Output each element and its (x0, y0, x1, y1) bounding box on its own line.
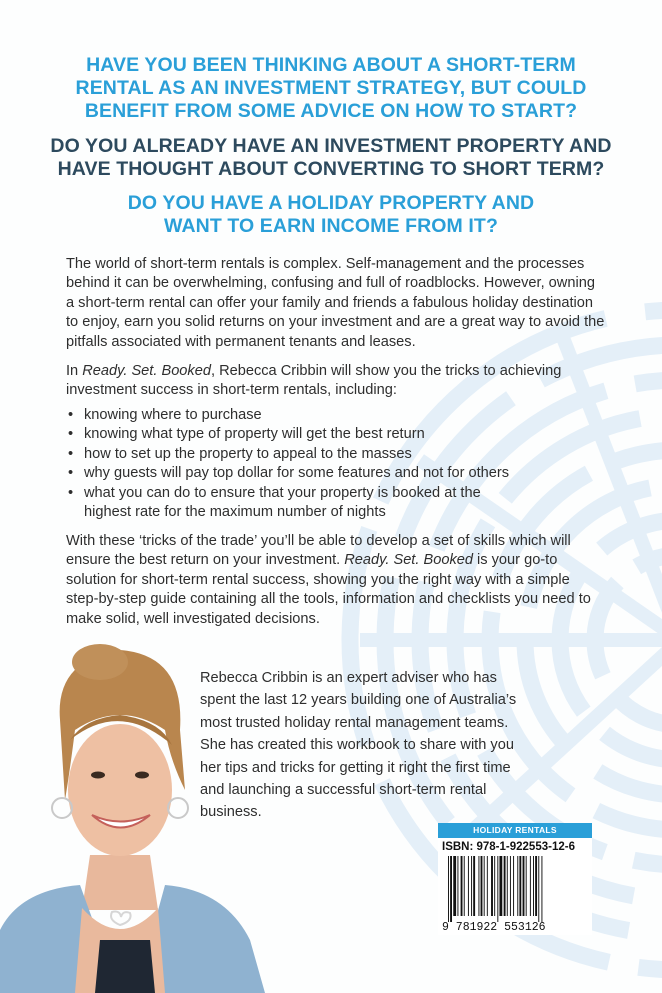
barcode-bar (450, 856, 452, 922)
headline-line: RENTAL AS AN INVESTMENT STRATEGY, BUT COULD (75, 77, 587, 99)
author-bio: Rebecca Cribbin is an expert adviser who has spent the last 12 years building one of Australia’s most trusted holiday rental management teams. She has created this workbook to share with you her tips and tricks for getting it right the first time and launching a successful short-term rental business. (200, 670, 517, 821)
barcode-bar (487, 856, 488, 916)
barcode-bar (464, 856, 465, 916)
bullet-icon: • (68, 407, 74, 423)
isbn-number: ISBN: 978-1-922553-12-6 (442, 841, 575, 853)
barcode-bar (517, 856, 518, 916)
bullet-item (66, 484, 606, 523)
bullet-icon: • (68, 465, 74, 482)
bullet-icon: • (68, 484, 74, 501)
barcode-bar (510, 856, 511, 916)
closing-paragraph (66, 532, 606, 629)
paragraph-text: is your go-to solution for short-term rental success, showing you the right way with a simple step-by-step guide containing all the tools, information and checklists you need to make solid, well investigated decisions. (66, 552, 591, 627)
barcode-bar (491, 856, 493, 916)
bullet-icon: • (68, 426, 74, 443)
headline-short-term-strategy (0, 54, 662, 123)
barcode-bar (497, 856, 498, 922)
overview-paragraph (66, 362, 606, 401)
barcode-bar (513, 856, 514, 916)
category-label: HOLIDAY RENTALS (438, 823, 592, 838)
bullet-icon: • (68, 445, 74, 462)
barcode-bar (523, 856, 525, 916)
bullet-item (66, 445, 606, 464)
barcode-icon (444, 856, 588, 922)
barcode-bar (453, 856, 456, 916)
bullet-text: what you can do to ensure that your property is booked at the highest rate for the maximum number of nights (84, 484, 481, 521)
book-title: Ready. Set. Booked (344, 552, 473, 569)
bullet-text: knowing what type of property will get the best return (84, 426, 425, 443)
book-title: Ready. Set. Booked (82, 363, 211, 379)
bullet-item (66, 464, 606, 483)
barcode-bar (461, 856, 463, 916)
bullet-item (66, 406, 606, 425)
barcode-bar (519, 856, 521, 916)
barcode-bar (494, 856, 495, 916)
barcode-digits: 9 781922 553126 (442, 921, 546, 934)
paragraph-text: , Rebecca Cribbin will show you the tricks to achieving investment success in short-term rentals, including: (66, 363, 562, 399)
headline-line: HAVE YOU BEEN THINKING ABOUT A SHORT-TERM (86, 54, 576, 76)
headline-line: DO YOU HAVE A HOLIDAY PROPERTY AND (127, 192, 535, 214)
bullet-item (66, 425, 606, 444)
paragraph-text: The world of short-term rentals is complex. Self-management and the processes behind it can be overwhelming, confusing and full of roadblocks. However, owning a short-term rental can offer your family and friends a fabulous holiday destination to enjoy, earn you solid returns on your investment and are a great way to avoid the pitfalls associated with permanent tenants and leases. (66, 256, 605, 350)
headline-line: WANT TO EARN INCOME FROM IT? (164, 215, 498, 237)
barcode-bar (538, 856, 539, 922)
barcode-bar (526, 856, 527, 916)
barcode-bar (533, 856, 534, 916)
intro-paragraph (66, 255, 606, 352)
barcode-bar (484, 856, 485, 916)
barcode-bar (499, 856, 502, 916)
barcode-bar (473, 856, 475, 916)
barcode-bar (448, 856, 449, 922)
barcode-bar (478, 856, 479, 916)
paragraph-text: With these ‘tricks of the trade’ you’ll be able to develop a set of skills which will ensure the best return on your investment. (66, 533, 571, 569)
barcode-bar (457, 856, 458, 916)
barcode-bar (541, 856, 542, 922)
barcode-bar (535, 856, 537, 916)
bullet-text: how to set up the property to appeal to the masses (84, 445, 412, 462)
barcode-bar (481, 856, 483, 916)
bullet-text: knowing where to purchase (84, 407, 262, 423)
headline-investment-property (0, 135, 662, 181)
headline-line: DO YOU ALREADY HAVE AN INVESTMENT PROPERTY AND (50, 135, 612, 157)
barcode-bar (468, 856, 469, 916)
barcode-bar (530, 856, 531, 916)
barcode-bar (504, 856, 506, 916)
bullet-list (66, 406, 606, 522)
paragraph-text: In (66, 363, 83, 379)
isbn-barcode (438, 823, 592, 935)
headline-line: HAVE THOUGHT ABOUT CONVERTING TO SHORT TERM? (57, 158, 605, 180)
headline-holiday-property (0, 192, 662, 238)
bullet-text: why guests will pay top dollar for some features and not for others (84, 465, 510, 482)
headline-line: BENEFIT FROM SOME ADVICE ON HOW TO START? (84, 100, 578, 122)
barcode-bar (507, 856, 508, 916)
barcode-bar (471, 856, 472, 916)
